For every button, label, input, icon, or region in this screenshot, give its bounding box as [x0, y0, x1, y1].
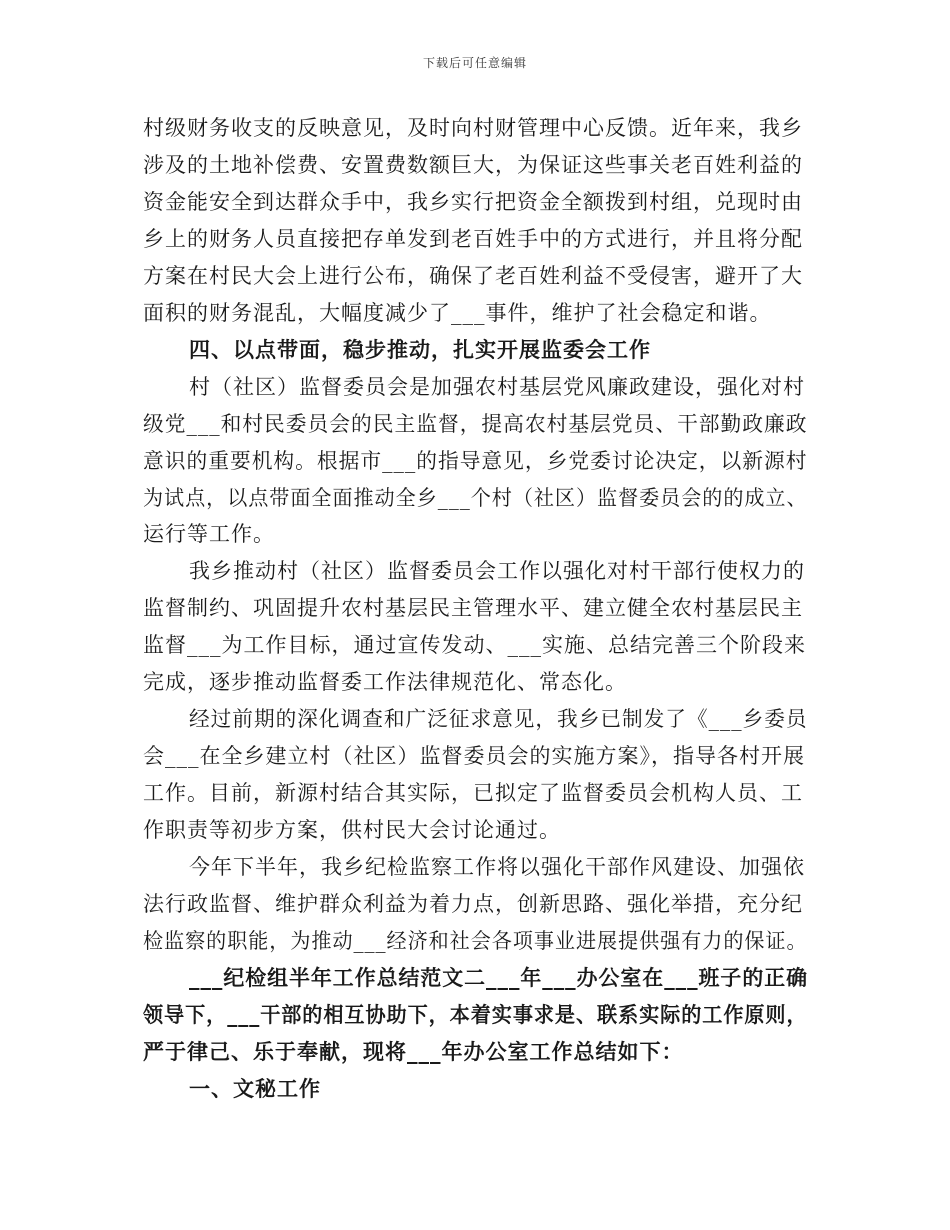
- text-line: 监督___为工作目标，通过宣传发动、___实施、总结完善三个阶段来: [143, 633, 806, 658]
- text-line: 今年下半年，我乡纪检监察工作将以强化干部作风建设、加强依: [189, 855, 805, 879]
- text-line: 作职责等初步方案，供村民大会讨论通过。: [143, 818, 561, 843]
- text-line: 村级财务收支的反映意见，及时向村财管理中心反馈。近年来，我乡: [143, 116, 803, 140]
- text-line: 严于律己、乐于奉献，现将___年办公室工作总结如下：: [143, 1038, 684, 1064]
- text-line: 检监察的职能，为推动___经济和社会各项事业进展提供强有力的保证。: [143, 928, 808, 953]
- text-line: 涉及的土地补偿费、安置费数额巨大，为保证这些事关老百姓利益的: [143, 152, 803, 177]
- text-line: 意识的重要机构。根据市___的指导意见，乡党委讨论决定，以新源村: [143, 448, 808, 473]
- text-line: 四、以点带面，稳步推动，扎实开展监委会工作: [189, 336, 651, 362]
- page-header: 下载后可任意编辑: [422, 56, 527, 70]
- text-line: 完成，逐步推动监督委工作法律规范化、常态化。: [143, 670, 627, 695]
- text-line: 面积的财务混乱，大幅度减少了___事件，维护了社会稳定和谐。: [143, 300, 772, 325]
- text-line: 村（社区）监督委员会是加强农村基层党风廉政建设，强化对村: [189, 374, 805, 399]
- text-line: 监督制约、巩固提升农村基层民主管理水平、建立健全农村基层民主: [143, 596, 803, 621]
- text-line: 方案在村民大会上进行公布，确保了老百姓利益不受侵害，避开了大: [143, 263, 803, 288]
- text-line: 工作。目前，新源村结合其实际，已拟定了监督委员会机构人员、工: [143, 781, 803, 806]
- text-line: 我乡推动村（社区）监督委员会工作以强化对村干部行使权力的: [189, 559, 805, 584]
- text-line: 运行等工作。: [143, 522, 275, 547]
- text-line: 会___在全乡建立村（社区）监督委员会的实施方案》，指导各村开展: [143, 744, 805, 769]
- text-line: 领导下，___干部的相互协助下，本着实事求是、联系实际的工作原则，: [143, 1001, 808, 1027]
- text-line: ___纪检组半年工作总结范文二___年___办公室在___班子的正确: [189, 964, 808, 990]
- text-line: 为试点，以点带面全面推动全乡___个村（社区）监督委员会的的成立、: [143, 485, 808, 510]
- text-line: 乡上的财务人员直接把存单发到老百姓手中的方式进行，并且将分配: [143, 226, 803, 251]
- text-line: 资金能安全到达群众手中，我乡实行把资金全额拨到村组，兑现时由: [143, 189, 803, 214]
- text-line: 法行政监督、维护群众利益为着力点，创新思路、强化举措，充分纪: [143, 891, 803, 916]
- text-line: 级党___和村民委员会的民主监督，提高农村基层党员、干部勤政廉政: [143, 411, 808, 436]
- text-line: 经过前期的深化调查和广泛征求意见，我乡已制发了《___乡委员: [189, 707, 808, 732]
- text-line: 一、文秘工作: [189, 1075, 321, 1101]
